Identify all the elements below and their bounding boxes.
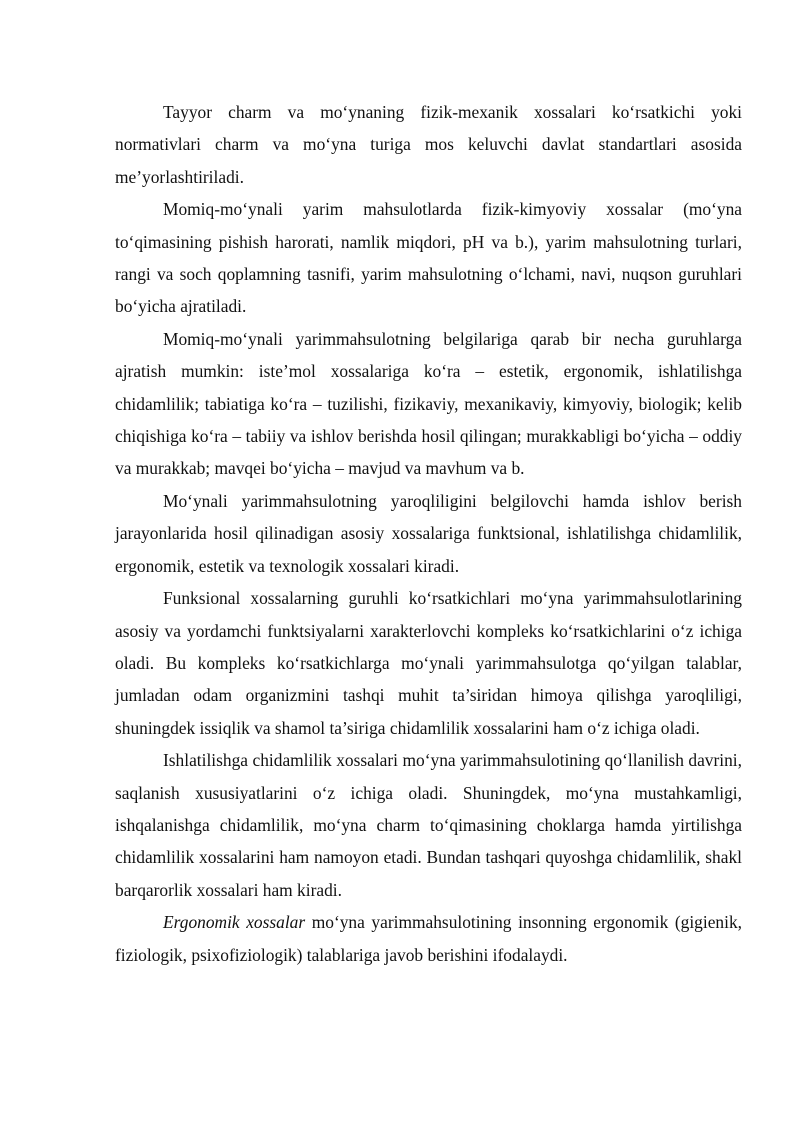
ergonomic-definition: mo‘yna yarimmahsulotining insonning ergonomik (gigienik, fiziologik, psixofiziologik) talablariga javob berishini ifodalaydi. bbox=[115, 912, 742, 965]
paragraph-durability-properties: Ishlatilishga chidamlilik xossalari mo‘yna yarimmahsulotining qo‘llanilish davrini, saqlanish xususiyatlarini o‘z ichiga oladi. Shuningdek, mo‘yna mustahkamligi, ishqalanishga chidamlilik, mo‘yna charm to‘qimasining choklarga hamda yirtilishga chidamlilik xossalarini ham namoyon etadi. Bundan tashqari quyoshga chidamlilik, shakl barqarorlik xossalari ham kiradi. bbox=[115, 750, 742, 900]
paragraph-property-groups: Momiq-mo‘ynali yarimmahsulotning belgilariga qarab bir necha guruhlarga ajratish mumkin: iste’mol xossalariga ko‘ra – estetik, ergonomik, ishlatilishga chidamlilik; tabiatiga ko‘ra – tuzilishi, fizikaviy, mexanikaviy, kimyoviy, biologik; kelib chiqishiga ko‘ra – tabiiy va ishlov berishda hosil qilingan; murakkabligi bo‘yicha – oddiy va murakkab; mavqei bo‘yicha – mavjud va mavhum va b. bbox=[115, 328, 742, 479]
paragraph-main-properties: Mo‘ynali yarimmahsulotning yaroqliligini belgilovchi hamda ishlov berish jarayonlarida hosil qilinadigan asosiy xossalariga funktsional, ishlatilishga chidamlilik, ergonomik, estetik va texnologik xossalari kiradi. bbox=[115, 490, 742, 576]
paragraph-semi-product-classification: Momiq-mo‘ynali yarim mahsulotlarda fizik-kimyoviy xossalar (mo‘yna to‘qimasining pishish harorati, namlik miqdori, pH va b.), yarim mahsulotning turlari, rangi va soch qoplamning tasnifi, yarim mahsulotning o‘lchami, navi, nuqson guruhlari bo‘yicha ajratiladi. bbox=[115, 199, 742, 317]
ergonomic-term: Ergonomik xossalar bbox=[163, 912, 306, 933]
document-page bbox=[115, 96, 742, 971]
paragraph-leather-fur-standards: Tayyor charm va mo‘ynaning fizik-mexanik xossalari ko‘rsatkichi yoki normativlari charm va mo‘yna turiga mos keluvchi davlat standartlari asosida me’yorlashtiriladi. bbox=[115, 102, 742, 187]
paragraph-ergonomic-properties bbox=[115, 906, 742, 971]
paragraph-functional-properties: Funksional xossalarning guruhli ko‘rsatkichlari mo‘yna yarimmahsulotlarining asosiy va yordamchi funktsiyalarni xarakterlovchi kompleks ko‘rsatkichlarini o‘z ichiga oladi. Bu kompleks ko‘rsatkichlarga mo‘ynali yarimmahsulotga qo‘yilgan talablar, jumladan odam organizmini tashqi muhit ta’siridan himoya qilishga yaroqliligi, shuningdek issiqlik va shamol ta’siriga chidamlilik xossalarini ham o‘z ichiga oladi. bbox=[115, 588, 742, 738]
